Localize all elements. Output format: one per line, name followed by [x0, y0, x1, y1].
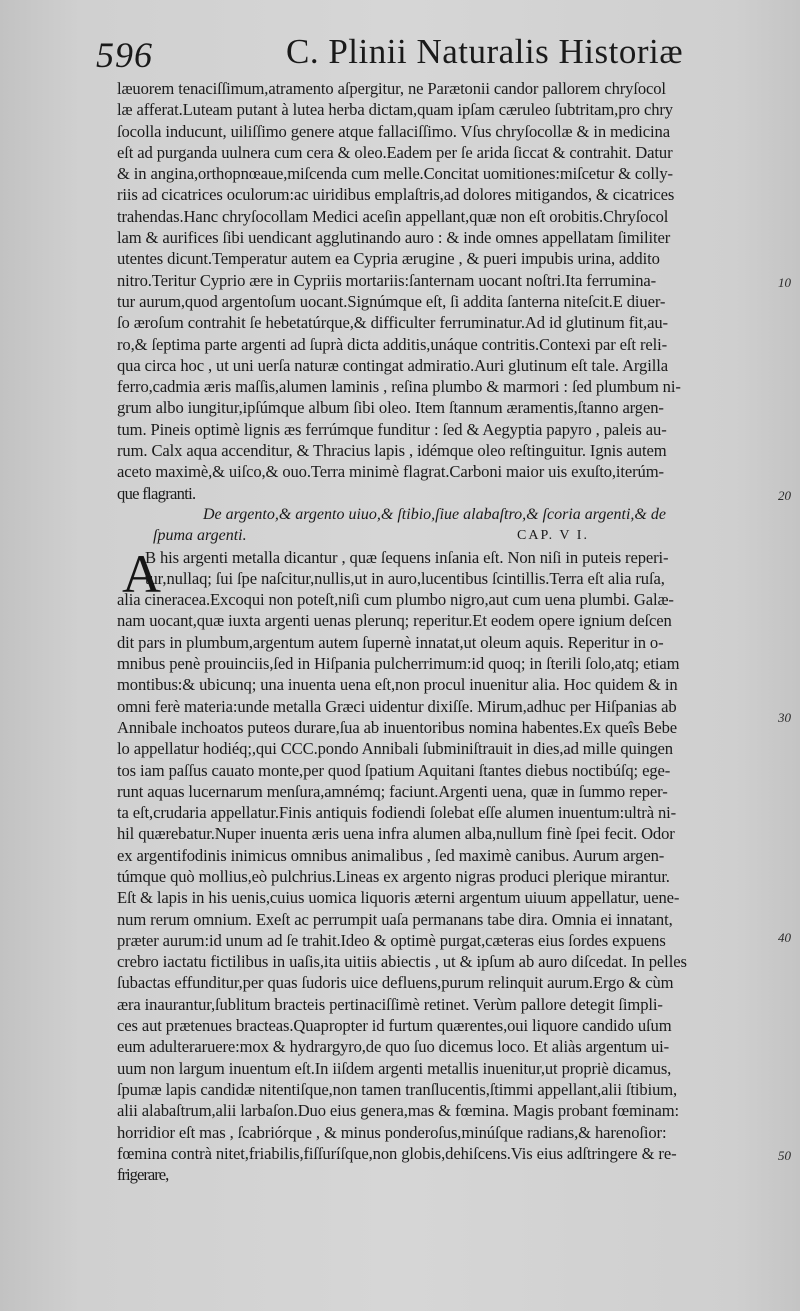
text-line: runt aquas lucernarum menſura,amnémq; faciunt.Argenti uena, quæ in ſummo reper-: [117, 781, 668, 801]
text-line: Eſt & lapis in his uenis,cuius uomica liquoris æterni argentum uiuum appellatur, uene-: [117, 888, 680, 908]
text-line: qua circa hoc , ut uni uerſa naturæ contingat admiratio.Auri glutinum eſt tale. Argilla: [117, 355, 668, 375]
text-line: horridior eſt mas , ſcabriórque , & minus ponderoſus,minúſque radians,& harenoſior:: [117, 1122, 667, 1142]
text-line: Annibale inchoatos puteos durare,ſua ab inuentoribus nomina habentes.Ex queîs Bebe: [117, 717, 678, 737]
running-title: C. Plinii Naturalis Historiæ: [286, 32, 684, 71]
text-line: crebro iactatu fictilibus in uaſis,ita uitiis abiectis , ut & ipſum ab auro diſcedat. In pelles: [117, 952, 687, 972]
text-line: grum albo iungitur,ipſúmque album ſibi oleo. Item ſtannum æramentis,ſtanno argen-: [117, 398, 664, 418]
text-line: & in angina,orthopnœaue,miſcenda cum melle.Concitat uomitiones:miſcetur & colly-: [117, 164, 673, 184]
text-line: ces aut prætenues bracteas.Quapropter id furtum quærentes,oui liquore candido uſum: [117, 1016, 672, 1036]
text-line: ex argentifodinis inimicus omnibus animalibus , ſed maximè canibus. Aurum argen-: [117, 845, 665, 865]
text-line: ro,& ſeptima parte argenti ad ſuprà dicta additis,unáque contritis.Contexi par eſt reli-: [117, 334, 668, 354]
text-line: eſt ad purganda uulnera cum cera & oleo.Eadem per ſe arida ſiccat & contrahit. Datur: [117, 142, 673, 162]
page-header: [0, 28, 800, 76]
text-line: frigerare,: [117, 1165, 169, 1185]
text-line: alia cineracea.Excoqui non poteſt,niſi cum plumbo nigro,aut cum uena plumbi. Galæ-: [117, 590, 674, 610]
text-line: rum. Calx aqua accenditur, & Thracius lapis , idémque oleo reſtinguitur. Ignis autem: [117, 441, 667, 461]
text-line: que flagranti.: [117, 483, 196, 503]
margin-line-number-40: 40: [778, 930, 791, 945]
paragraph-before-chapter: [117, 78, 777, 504]
margin-line-number-50: 50: [778, 1148, 791, 1163]
text-line: nam uocant,quæ iuxta argenti uenas plerunq; reperitur.Et eodem opere ignium deſcen: [117, 611, 672, 631]
text-line: ſocolla inducunt, uiliſſimo genere atque fallaciſſimo. Vſus chryſocollæ & in medicina: [117, 121, 670, 141]
text-line: riis ad cicatrices oculorum:ac uiridibus emplaſtris,ad dolores mitigandos, & cicatrices: [117, 185, 675, 205]
text-line: tos iam paſſus cauato monte,per quod ſpatium Aquitani ſtantes diebus noctibúſq; ege-: [117, 760, 671, 780]
text-line: aceto maximè,& uiſco,& ouo.Terra minimè flagrat.Carboni maior uis exuſto,iterúm-: [117, 462, 664, 482]
text-line: mnibus penè prouinciis,ſed in Hiſpania pulcherrimum:id quoq; in ſterili ſolo,atq; etiam: [117, 654, 680, 674]
paragraph-chapter-body: [117, 544, 777, 1186]
text-line: ſo æroſum contrahit ſe hebetatúrque,& difficulter ferruminatur.Ad id glutinum fit,au-: [117, 313, 668, 333]
text-line: B his argenti metalla dicantur , quæ ſequens inſania eſt. Non niſi in puteis reperi-: [145, 547, 669, 567]
text-line: læuorem tenaciſſimum,atramento aſpergitur, ne Parætonii candor pallorem chryſocol: [117, 79, 666, 98]
text-line: túmque quò mollius,eò pulchrius.Lineas ex argento nigras produci plerique mirantur.: [117, 866, 670, 886]
text-line: tum. Pineis optimè lignis æs ferrúmque funditur : ſed & Aegyptia papyro , paleis au-: [117, 419, 667, 439]
text-line: ſubactas effunditur,per quas ſudoris uice defluens,purum relinquit aurum.Ergo & cùm: [117, 973, 674, 993]
drop-cap: A: [122, 544, 161, 604]
text-line: alii alabaſtrum,alii larbaſon.Duo eius genera,mas & fœmina. Magis probant fœminam:: [117, 1101, 679, 1121]
page-number: 596: [96, 35, 153, 75]
text-line: dit pars in plumbum,argentum autem ſupernè innatat,ut oleum aquis. Reperitur in o-: [117, 632, 664, 652]
text-line: læ afferat.Luteam putant à lutea herba dictam,quam ipſam cæruleo ſubtritam,pro chry: [117, 100, 673, 120]
text-line: eum adulteraruere:mox & hydrargyro,de quo ſuo dicemus loco. Et aliàs argentum ui-: [117, 1037, 670, 1057]
text-line: num rerum omnium. Exeſt ac perrumpit uaſa permanans tabe dira. Omnia ei innatant,: [117, 909, 673, 929]
text-line: tur,nullaq; ſui ſpe naſcitur,nullis,ut in auro,lucentibus ſcintillis.Terra eſt alia ruſa,: [145, 568, 665, 588]
text-line: lam & aurifices ſibi uendicant agglutinando auro : & inde omnes appellatam ſimiliter: [117, 228, 671, 248]
chapter-heading-continued: [117, 525, 777, 546]
margin-line-number-20: 20: [778, 488, 791, 503]
text-line: tur aurum,quod argentoſum uocant.Signúmque eſt, ſi addita ſanterna niteſcit.E diuer-: [117, 291, 666, 311]
text-line: montibus:& ubicunq; una inuenta uena eſt,non procul inuenitur alia. Hoc quidem & in: [117, 675, 678, 695]
text-line: fœmina contrà nitet,friabilis,fiſſuríſque,non globis,dehiſcens.Vis eius adſtringere & re-: [117, 1143, 677, 1163]
text-line: ferro,cadmia æris maſſis,alumen laminis , reſina plumbo & marmori : ſed plumbum ni-: [117, 377, 681, 397]
text-line: uum non largum inuentum eſt.In iiſdem argenti metallis inuenitur,ut propriè dicamus,: [117, 1058, 672, 1078]
text-block: [117, 78, 777, 1185]
margin-line-number-10: 10: [778, 275, 791, 290]
text-line: ſpumæ lapis candidæ nitentiſque,non tamen tranſlucentis,ſtimmi appellant,alii ſtibium,: [117, 1079, 678, 1099]
text-line: ta eſt,crudaria appellatur.Finis antiquis fodiendi ſolebat eſſe alumen inuentum:ultrà ni-: [117, 803, 677, 823]
text-line: hil quærebatur.Nuper inuenta æris uena infra alumen alba,nullum finè ſpei fecit. Odor: [117, 824, 675, 844]
text-line: præter aurum:id unum ad ſe trahit.Ideo & optimè purgat,cæteras eius ſordes expuens: [117, 930, 666, 950]
margin-line-number-30: 30: [778, 710, 791, 725]
chapter-heading-line2: ſpuma argenti.: [153, 527, 247, 545]
text-line: utentes dicunt.Temperatur autem ea Cypria ærugine , & pueri impubis urina, addito: [117, 249, 660, 269]
text-line: lo appellatur hodiéq;,qui CCC.pondo Annibali ſubminiſtrauit in dies,ad mille quingen: [117, 739, 673, 759]
text-line: nitro.Teritur Cyprio ære in Cypriis mortariis:ſanternam uocant noſtri.Ita ferrumina-: [117, 270, 657, 290]
chapter-heading: De argento,& argento uiuo,& ſtibio,ſiue alabaſtro,& ſcoria argenti,& de: [203, 505, 666, 523]
text-line: omni ferè materia:unde metalla Græci uidentur dixiſſe. Mirum,adhuc per Hiſpanias ab: [117, 696, 677, 716]
chapter-number: CAP. V I.: [517, 528, 589, 544]
text-line: trahendas.Hanc chryſocollam Medici aceſin appellant,quæ non eſt orobitis.Chryſocol: [117, 206, 669, 226]
text-line: æra inaurantur,ſublitum bracteis pertinaciſſimè retinet. Verùm pallore detegit ſimpli-: [117, 994, 663, 1014]
